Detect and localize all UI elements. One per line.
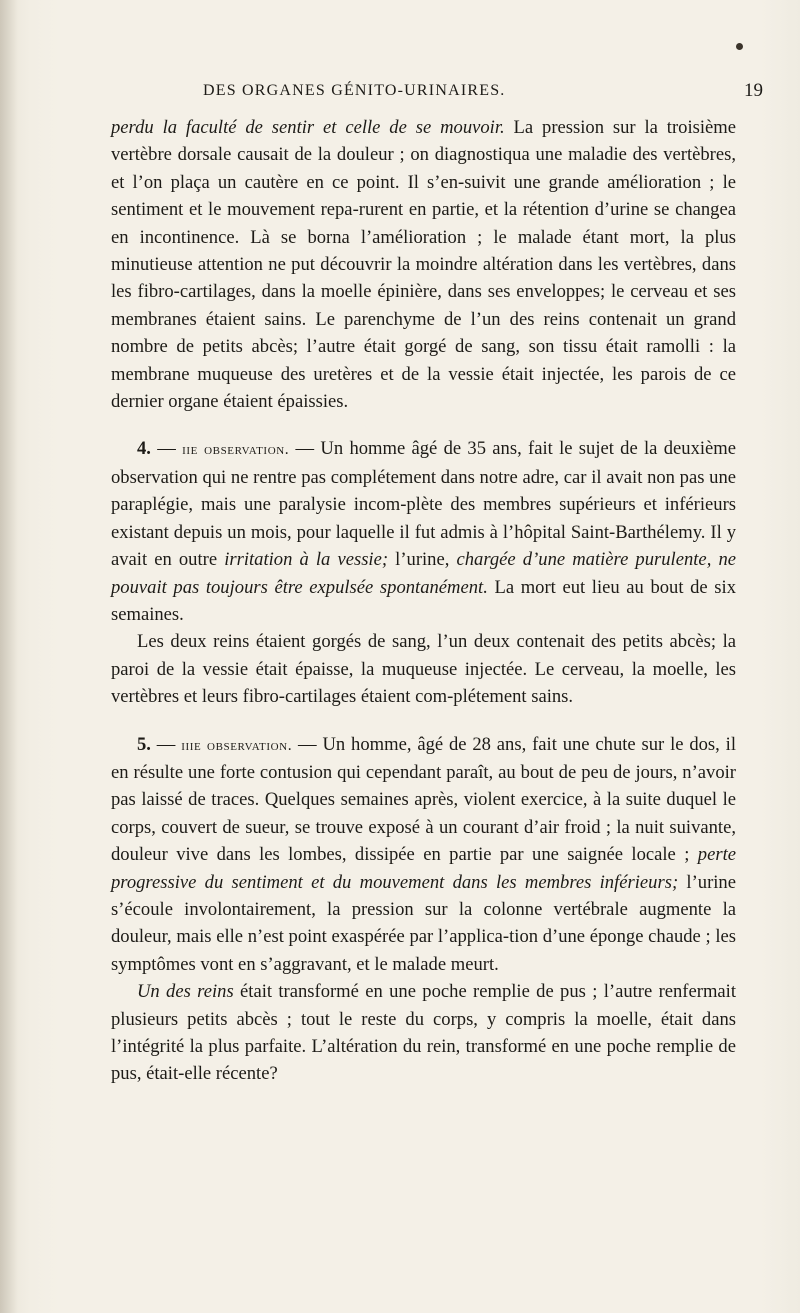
body-text xyxy=(111,114,736,1088)
p3-text: Les deux reins étaient gorgés de sang, l’un deux contenait des petits abcès; la paroi de la vessie était épaisse, la muqueuse injectée. Le cerveau, la moelle, les vertèbres et leurs fibro-cartilages étaient com-plétement sains. xyxy=(111,631,736,708)
p2-text-c: La mort eut lieu au bout de six semaines. xyxy=(111,576,736,625)
observation-number-5: 5. xyxy=(137,733,151,755)
page-number: 19 xyxy=(744,80,763,101)
p2-text-a: — Un homme âgé de 35 ans, fait le sujet de la deuxième observation qui ne rentre pas complétement dans notre adre, car il avait non pas une paraplégie, mais une paralysie incom-plète des membres supérieurs et inférieurs existant depuis un mois, pour laquelle il fut admis à l’hôpital Saint-Barthélemy. Il y avait en outre xyxy=(111,438,737,571)
p1-lead-italic: perdu la faculté de sentir et celle de se mouvoir. xyxy=(111,117,505,138)
paragraph-5 xyxy=(111,978,736,1088)
p2-dash: — xyxy=(150,438,183,460)
paragraph-1 xyxy=(111,114,736,415)
ink-spot xyxy=(736,43,743,50)
p5-text-a: était transformé en une poche remplie de pus ; l’autre renfermait plusieurs petits abcès ; tout le reste du corps, y compris la moelle, était dans l’intégrité la plus parfaite. L’altération du rein, transformé en une poche remplie de pus, était-elle récente? xyxy=(111,981,736,1085)
p4-text-a: — Un homme, âgé de 28 ans, fait une chute sur le dos, il en résulte une forte contusion qui cependant paraît, au bout de peu de jours, n’avoir pas laissé de traces. Quelques semaines après, violent exercice, à la suite duquel le corps, couvert de sueur, se trouve exposé à un courant d’air froid ; la nuit suivante, douleur vive dans les lombes, dissipée en partie par une saignée locale ; xyxy=(111,733,736,866)
running-title: DES ORGANES GÉNITO-URINAIRES. xyxy=(203,82,506,99)
paragraph-3 xyxy=(111,628,736,710)
observation-number-4: 4. xyxy=(137,438,151,460)
p1-text: La pression sur la troisième vertèbre dorsale causait de la douleur ; on diagnostiqua une maladie des vertèbres, et l’on plaça un cautère en ce point. Il s’en-suivit une grande amélioration ; le sentiment et le mouvement repa-rurent en partie, et la rétention d’urine se changea en incontinence. Là se borna l’amélioration ; le malade étant mort, la plus minutieuse attention ne put découvrir la moindre altération dans les vertèbres, dans les fibro-cartilages, dans la moelle épinière, dans ses enveloppes; le cerveau et ses membranes étaient sains. Le parenchyme de l’un des reins contenait un grand nombre de petits abcès; l’autre était gorgé de sang, son tissu était ramolli : la membrane muqueuse des uretères et de la vessie était injectée, les parois de ce dernier organe étaient épaissies. xyxy=(111,117,736,413)
observation-label-3: iiie observation. xyxy=(181,736,293,754)
p2-italic-b: chargée d’une matière purulente, ne pouvait pas toujours être expulsée spontanément. xyxy=(111,549,736,598)
p4-italic-a: perte progressive du sentiment et du mouvement dans les membres inférieurs; xyxy=(111,844,736,893)
p4-text-b: l’urine s’écoule involontairement, la pression sur la colonne vertébrale augmente la douleur, mais elle n’est point exaspérée par l’applica-tion d’une éponge chaude ; les symptômes vont en s’aggravant, et le malade meurt. xyxy=(111,871,736,975)
p4-dash: — xyxy=(150,733,182,755)
paragraph-observation-3 xyxy=(111,731,736,979)
p5-italic-a: Un des reins xyxy=(137,981,234,1003)
binding-shadow xyxy=(0,0,18,1313)
paragraph-observation-2 xyxy=(111,435,736,628)
observation-label-2: iie observation. xyxy=(182,441,290,459)
p2-text-b: l’urine, xyxy=(388,549,457,571)
p2-italic-a: irritation à la vessie; xyxy=(224,549,389,571)
